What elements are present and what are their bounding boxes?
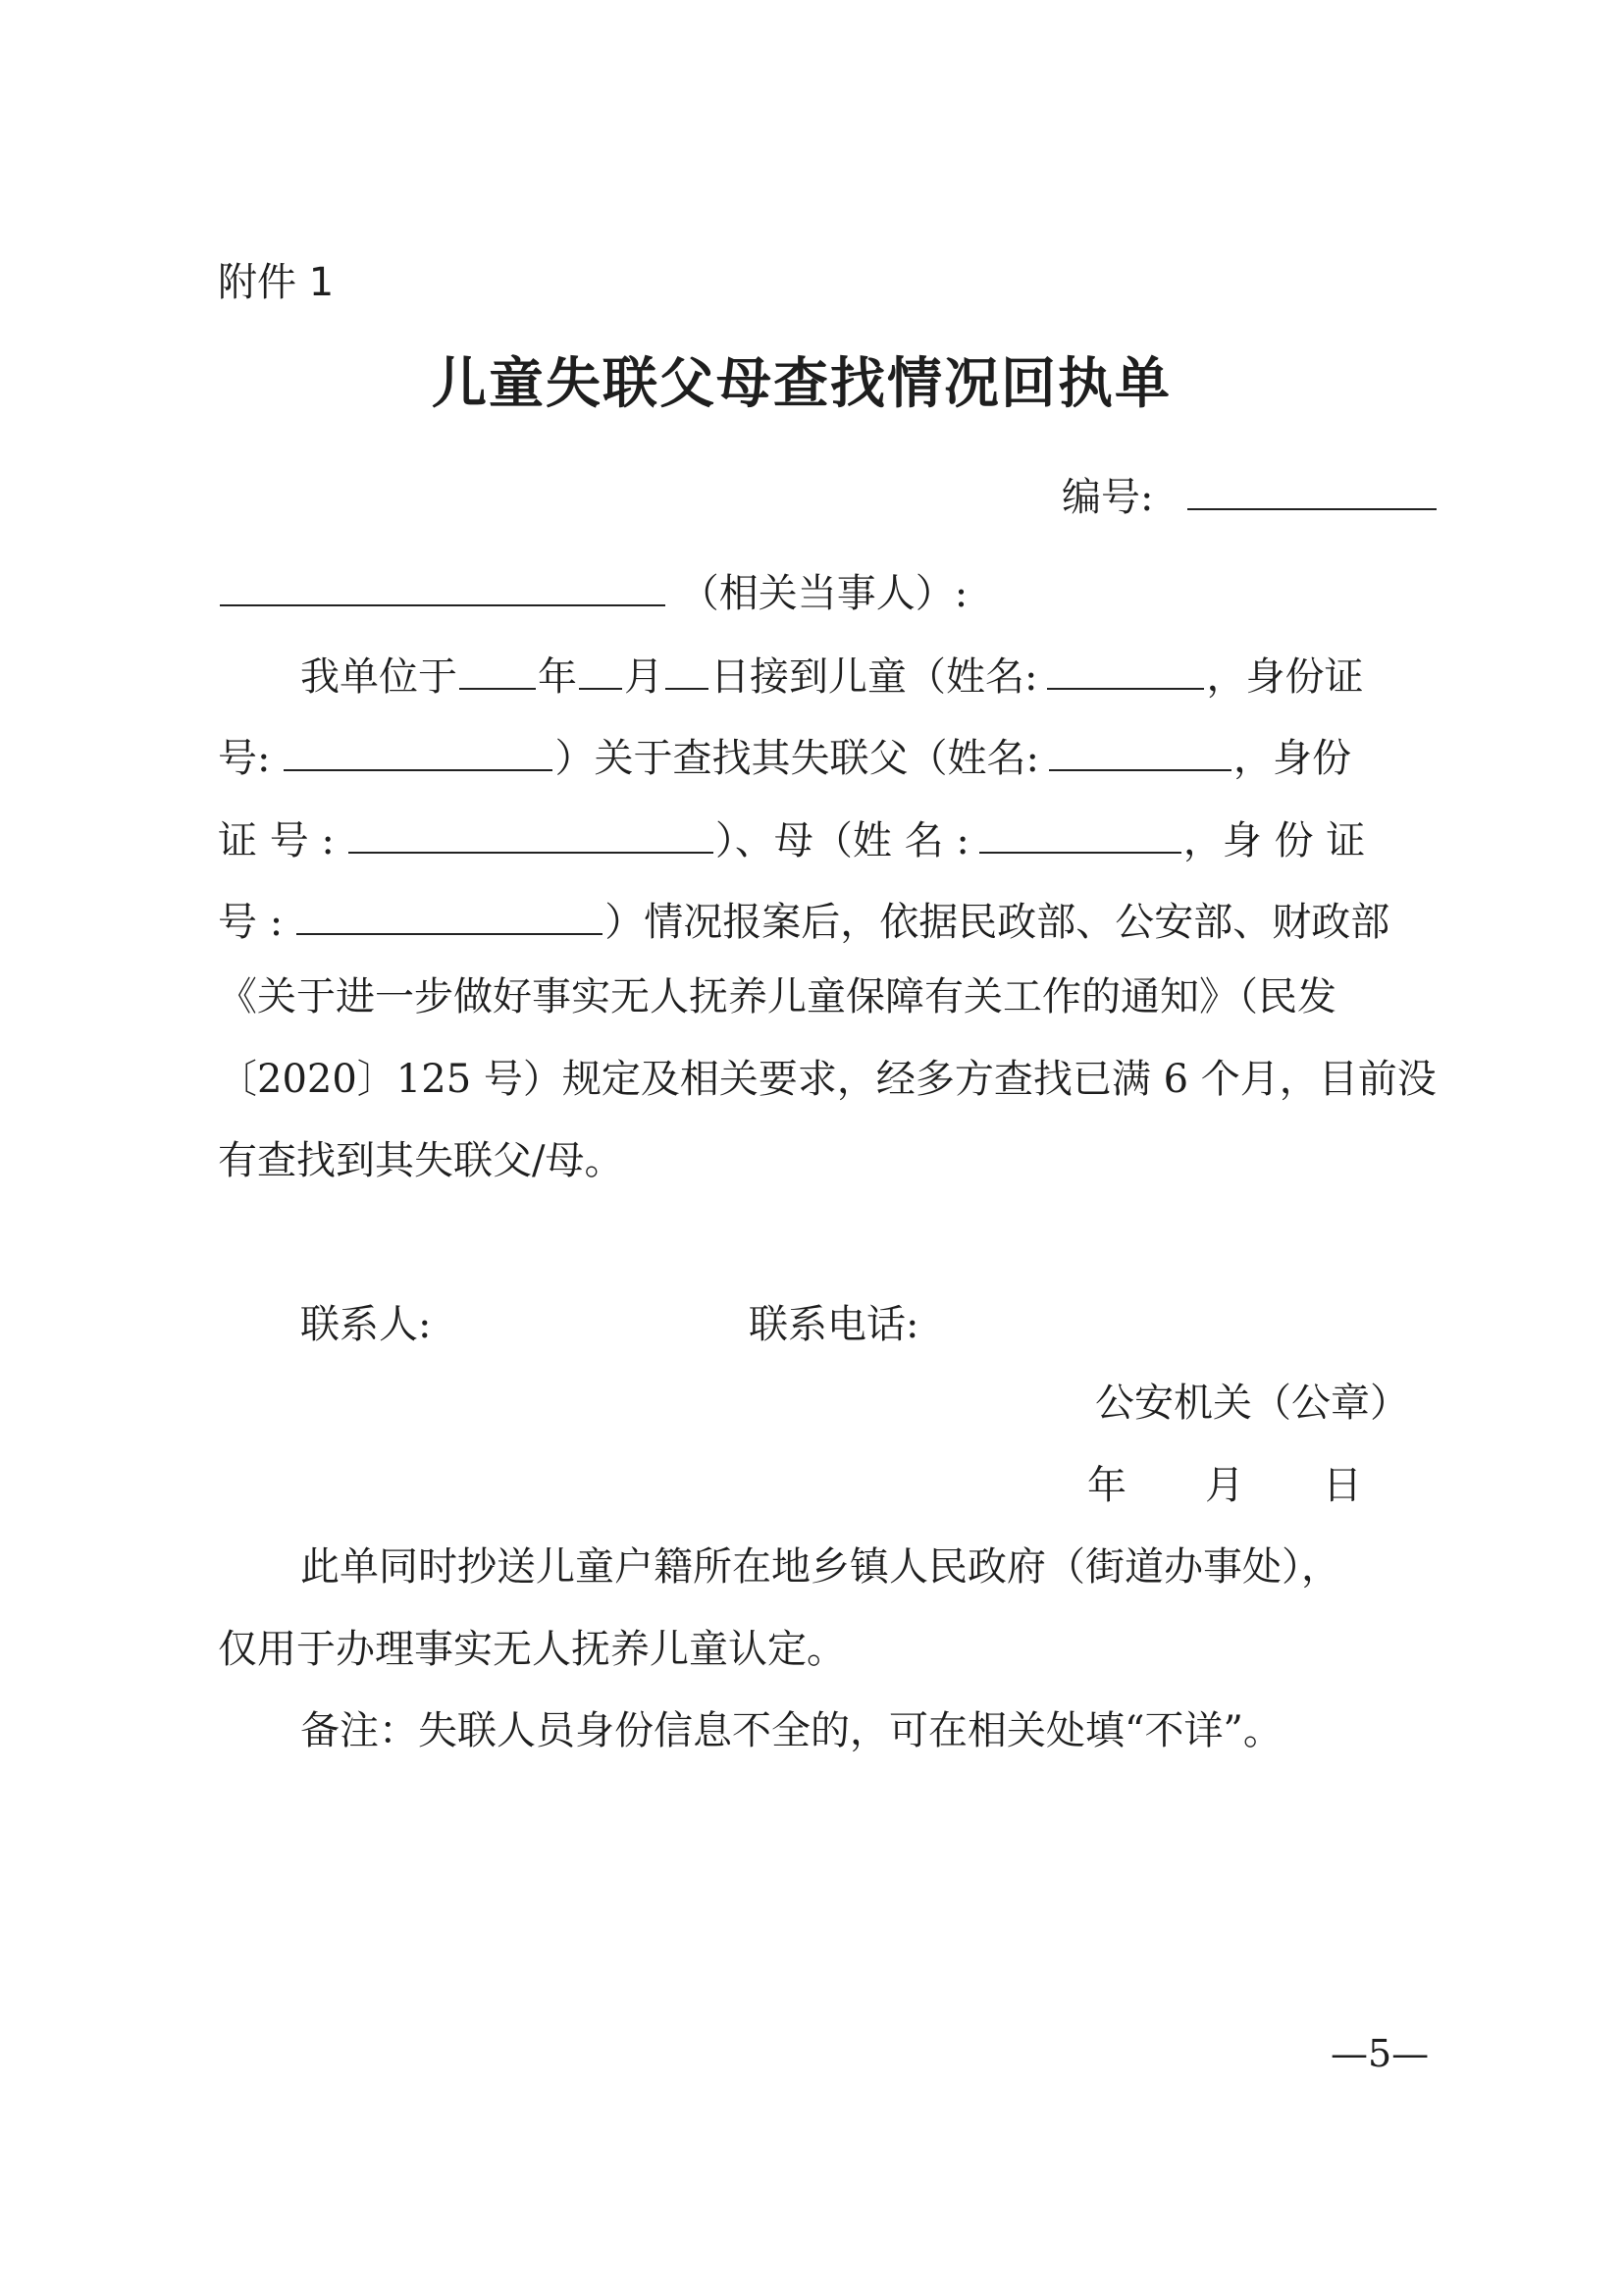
- body-text: ）情况报案后，依据民政部、公安部、财政部: [604, 900, 1390, 945]
- body-text: 年: [538, 654, 577, 700]
- body-text: 月: [624, 654, 663, 700]
- body-text: 证 号 :: [218, 818, 335, 863]
- body-line-4: [218, 896, 1390, 945]
- child-name-blank[interactable]: [1047, 651, 1204, 690]
- body-line-2: [218, 732, 1351, 781]
- recipient-row: [218, 567, 969, 616]
- body-line-1: [300, 651, 1364, 700]
- page-number: —5—: [1331, 2032, 1430, 2075]
- body-text: ）关于查找其失联父（姓名:: [554, 736, 1039, 781]
- attachment-label: 附件 1: [218, 260, 335, 305]
- father-name-blank[interactable]: [1049, 732, 1231, 771]
- body-line-5: 《关于进一步做好事实无人抚养儿童保障有关工作的通知》（民发: [218, 974, 1336, 1019]
- notice-line-1: 此单同时抄送儿童户籍所在地乡镇人民政府（街道办事处），: [300, 1544, 1340, 1590]
- body-text: 号:: [218, 736, 271, 781]
- body-line-6: 〔2020〕125 号）规定及相关要求，经多方查找已满 6 个月，目前没: [218, 1057, 1437, 1102]
- serial-number-blank[interactable]: [1187, 471, 1437, 510]
- month-blank[interactable]: [579, 651, 622, 690]
- body-text: ，身份: [1232, 736, 1351, 781]
- seal-label: 公安机关（公章）: [1095, 1381, 1409, 1426]
- serial-label: 编号:: [1062, 475, 1154, 520]
- body-line-7: 有查找到其失联父/母。: [218, 1138, 624, 1183]
- year-blank[interactable]: [459, 651, 536, 690]
- body-text: 号 :: [218, 900, 284, 945]
- body-text: 我单位于: [300, 654, 457, 700]
- remark: 备注：失联人员身份信息不全的，可在相关处填“不详”。: [300, 1708, 1283, 1753]
- recipient-suffix: （相关当事人）:: [679, 571, 969, 616]
- child-id-blank[interactable]: [284, 732, 552, 771]
- body-text: 日接到儿童（姓名:: [710, 654, 1038, 700]
- seal-date: 年 月 日: [1087, 1463, 1362, 1508]
- father-id-blank[interactable]: [348, 814, 713, 854]
- day-blank[interactable]: [665, 651, 708, 690]
- mother-name-blank[interactable]: [979, 814, 1181, 854]
- body-text: ，身份证: [1206, 654, 1364, 700]
- contact-phone-label: 联系电话:: [749, 1302, 919, 1347]
- contact-person-label: 联系人:: [300, 1302, 432, 1347]
- mother-id-blank[interactable]: [296, 896, 602, 935]
- serial-number-row: [1062, 471, 1439, 520]
- recipient-blank[interactable]: [220, 567, 665, 606]
- document-title: 儿童失联父母查找情况回执单: [432, 352, 1172, 416]
- notice-line-2: 仅用于办理事实无人抚养儿童认定。: [218, 1627, 846, 1672]
- body-text: ）、母（姓 名 :: [714, 818, 969, 863]
- body-line-3: [218, 814, 1365, 861]
- body-text: ，身 份 证: [1182, 818, 1366, 863]
